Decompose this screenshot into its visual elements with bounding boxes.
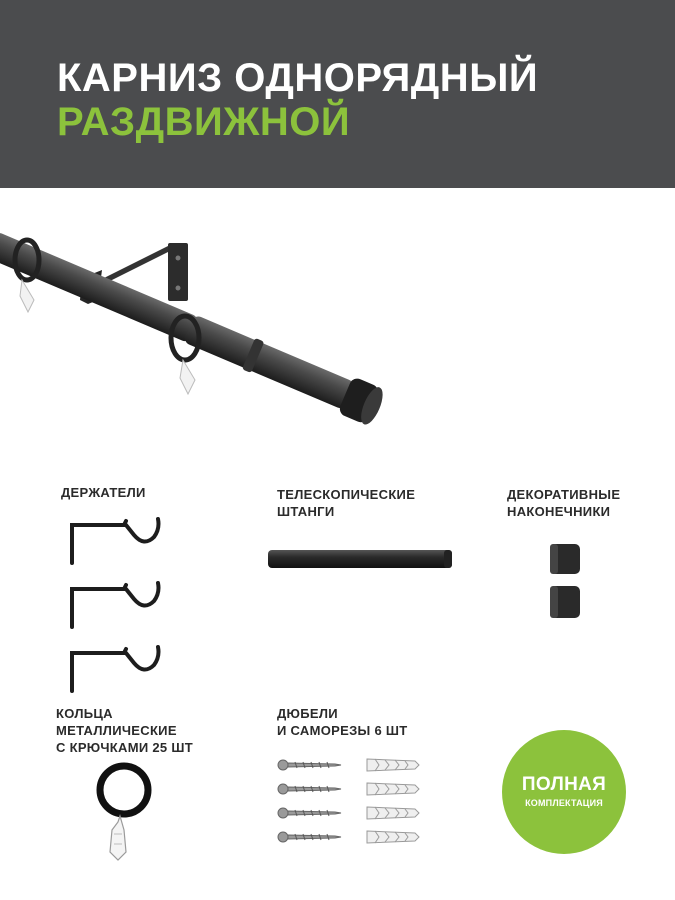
page-title: КАРНИЗ ОДНОРЯДНЫЙ [57,56,539,100]
rings-label-line1: КОЛЬЦА [56,706,113,721]
telescopic-rod-image [266,546,456,572]
curtain-rod-hero-image [0,188,675,458]
holders-image [64,515,174,700]
fasteners-label-line1: ДЮБЕЛИ [277,706,338,721]
rods-label-line2: ШТАНГИ [277,504,335,519]
screws-and-dowels-image [275,755,425,845]
dowels-group [367,759,419,843]
ring-with-hook-image [96,760,166,865]
holders-label: ДЕРЖАТЕЛИ [61,485,146,500]
page-subtitle: РАЗДВИЖНОЙ [57,100,351,144]
finials-label-line2: НАКОНЕЧНИКИ [507,504,611,519]
rings-label-line3: С КРЮЧКАМИ 25 ШТ [56,740,193,755]
rings-label-line2: МЕТАЛЛИЧЕСКИЕ [56,723,177,738]
badge-title: ПОЛНАЯ [521,774,607,795]
rods-label-line1: ТЕЛЕСКОПИЧЕСКИЕ [277,487,416,502]
complete-set-badge [502,730,626,854]
badge-subtitle: КОМПЛЕКТАЦИЯ [525,798,603,808]
header-banner [0,0,675,188]
fasteners-label-line2: И САМОРЕЗЫ 6 ШТ [277,723,408,738]
screws-group [278,760,341,842]
finials-image [546,540,588,624]
finials-label-line1: ДЕКОРАТИВНЫЕ [507,487,621,502]
